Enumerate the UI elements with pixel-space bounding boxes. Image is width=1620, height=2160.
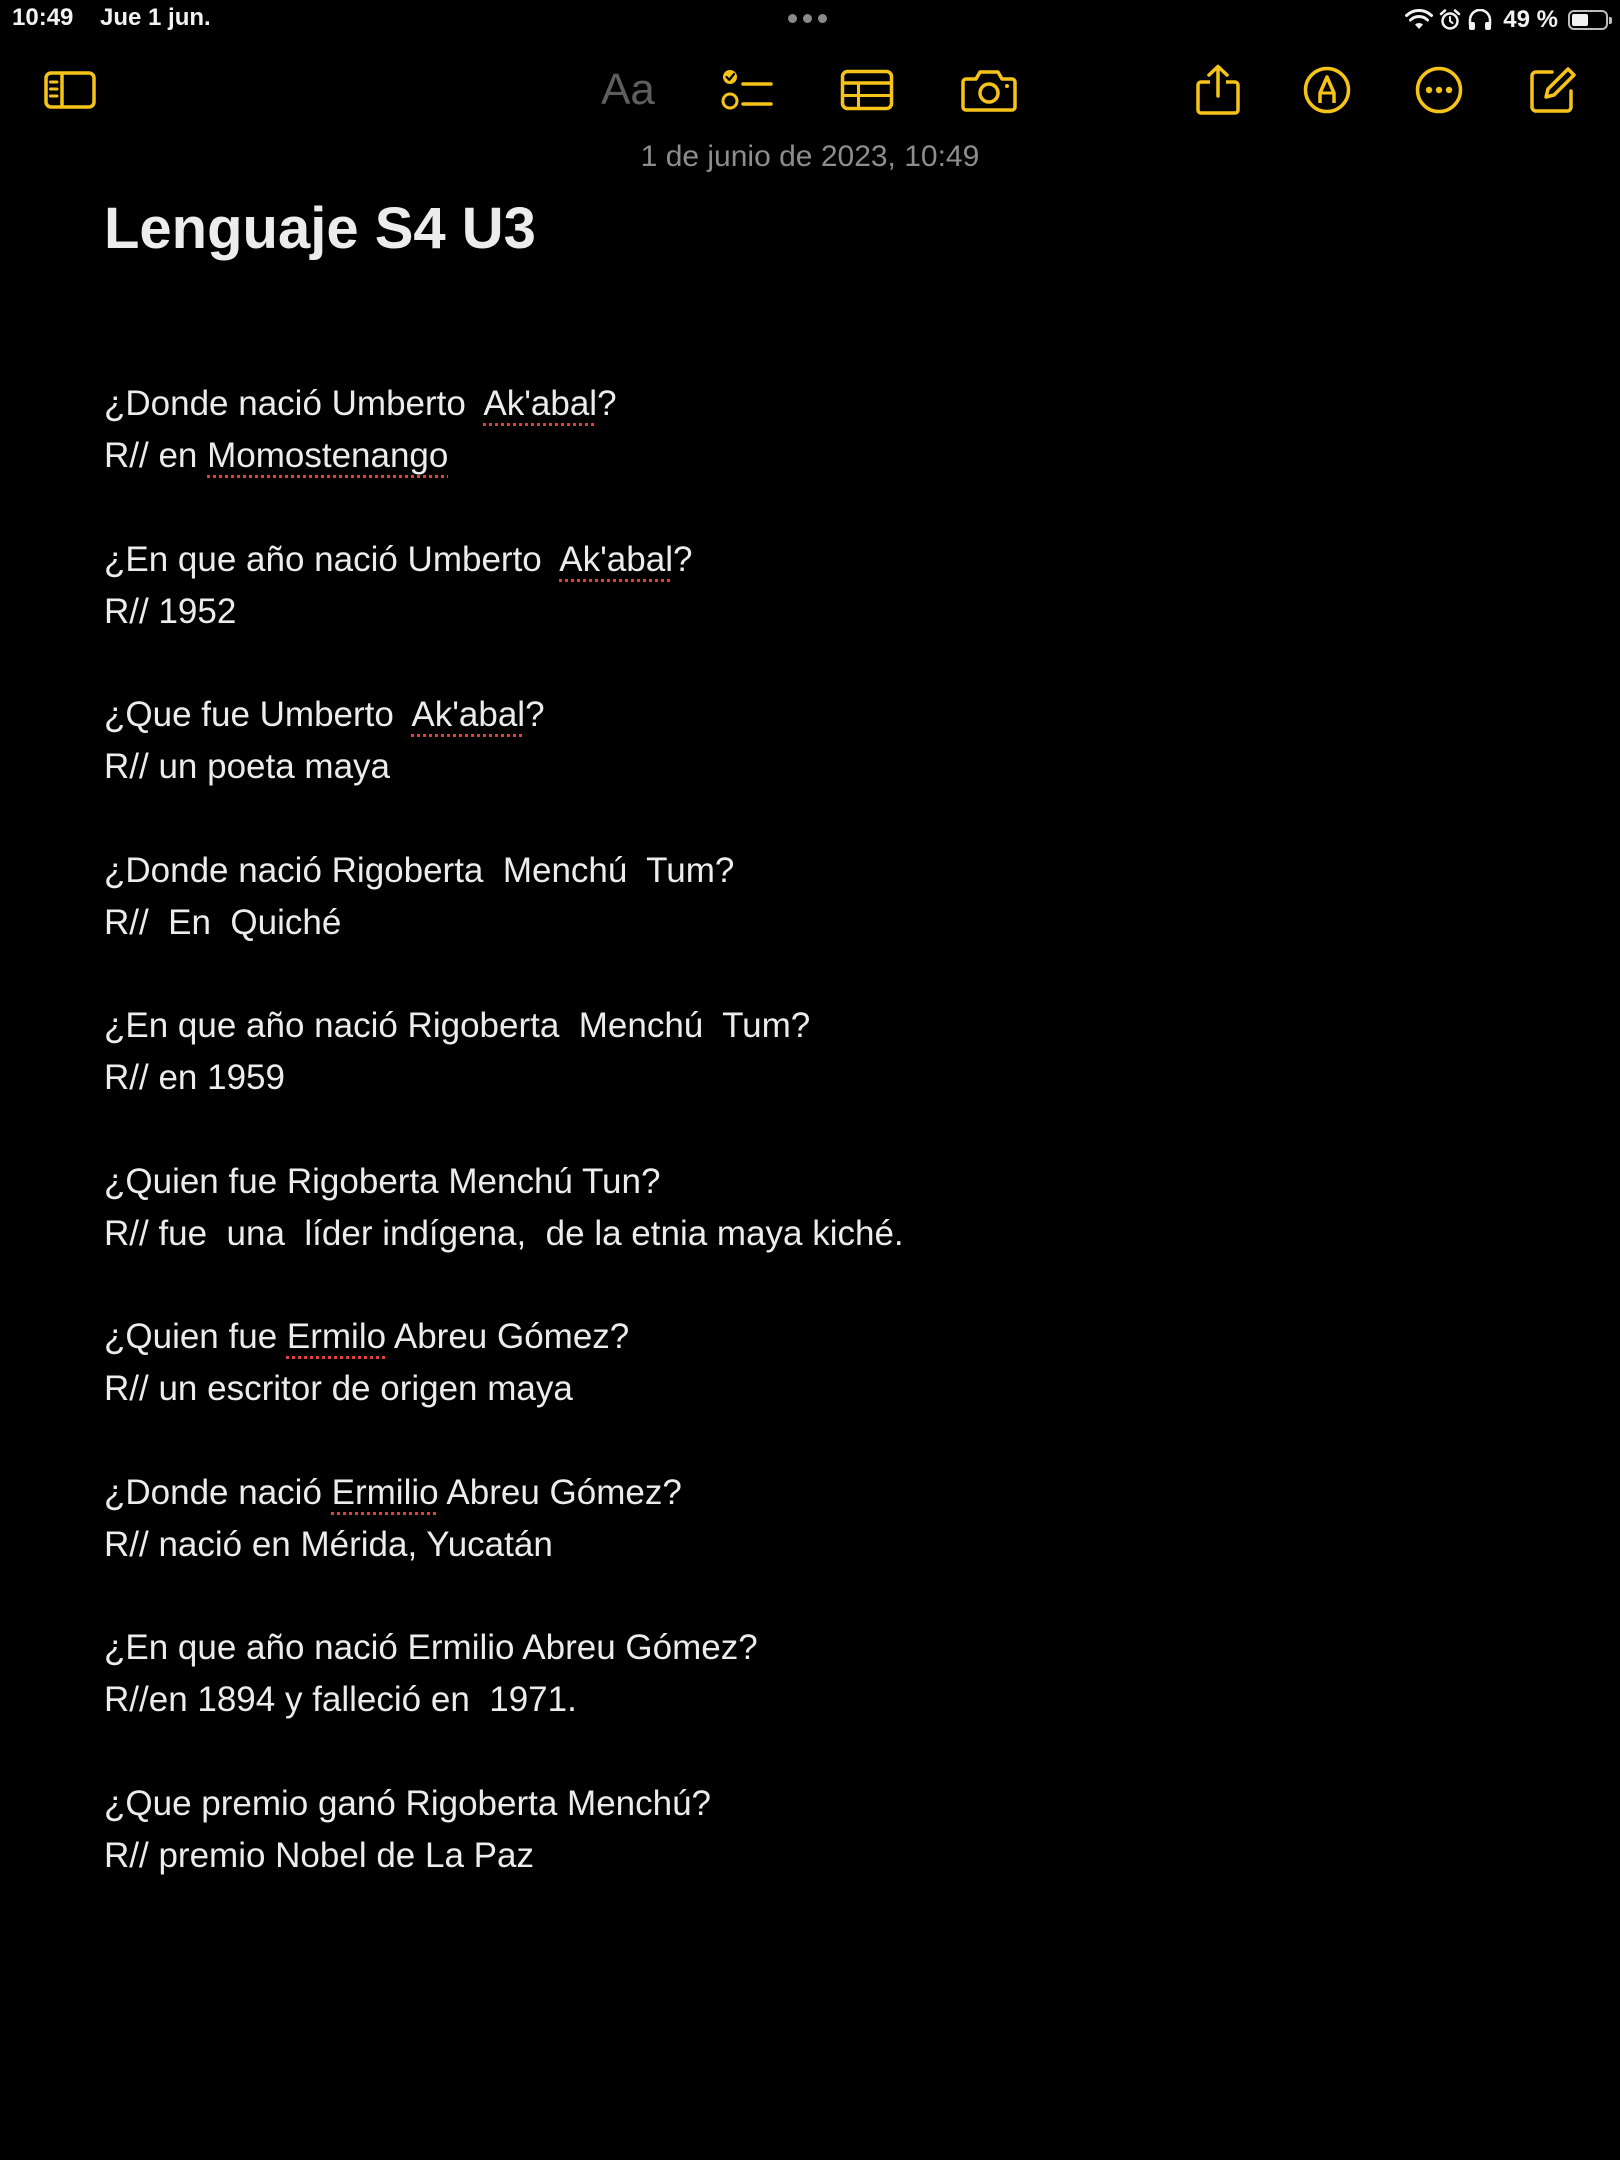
more-button[interactable] (1409, 62, 1469, 118)
note-question-line[interactable] (104, 1000, 1524, 1052)
note-answer-line[interactable] (104, 1363, 1524, 1415)
note-answer-line[interactable] (104, 1208, 1524, 1260)
share-button[interactable] (1188, 62, 1248, 118)
note-question-line[interactable] (104, 1156, 1524, 1208)
table-icon (840, 69, 894, 111)
misspelled-word: Ak'abal (483, 384, 598, 423)
note-text: ? (672, 539, 693, 579)
misspelled-word: Ermilio (331, 1472, 439, 1512)
note-text: ? (525, 695, 545, 734)
note-text: R// en 1959 (104, 1058, 285, 1097)
note-answer-line[interactable] (104, 1674, 1524, 1726)
note-question-line[interactable] (104, 845, 1524, 897)
note-text: R// en (104, 436, 208, 475)
note-text: R// un escritor de origen maya (104, 1369, 573, 1408)
status-time: 10:49 (12, 4, 74, 31)
note-text: R// premio Nobel de La Paz (104, 1835, 534, 1875)
note-title[interactable]: Lenguaje S4 U3 (104, 196, 536, 261)
camera-button[interactable] (959, 62, 1019, 118)
qa-block (104, 534, 1524, 690)
qa-block (104, 1778, 1524, 1934)
note-text: R//en 1894 y falleció en 1971. (104, 1680, 577, 1719)
sidebar-toggle-icon (43, 70, 97, 110)
multitasking-dots-icon[interactable] (788, 14, 827, 23)
status-indicators (1405, 4, 1608, 36)
note-text: ¿Quien fue (104, 1317, 287, 1356)
battery-level (1572, 14, 1588, 26)
note-text: ¿Donde nació Rigoberta Menchú Tum? (104, 850, 735, 890)
note-question-line[interactable] (104, 1467, 1524, 1519)
markup-button[interactable] (1297, 62, 1357, 118)
format-text-button[interactable] (598, 62, 658, 118)
note-text: R// nació en Mérida, Yucatán (104, 1524, 553, 1564)
note-answer-line[interactable] (104, 1830, 1524, 1882)
note-answer-line[interactable] (104, 1052, 1524, 1104)
compose-icon (1528, 65, 1578, 115)
alarm-icon (1439, 9, 1461, 31)
note-text: ¿En que año nació Ermilio Abreu Gómez? (104, 1628, 758, 1667)
qa-block (104, 689, 1524, 845)
misspelled-word: Ak'abal (411, 695, 526, 734)
table-button[interactable] (837, 62, 897, 118)
note-text: R// En Quiché (104, 902, 342, 942)
status-date: Jue 1 jun. (100, 4, 211, 31)
note-question-line[interactable] (104, 1778, 1524, 1830)
qa-block (104, 1156, 1524, 1312)
note-text: Abreu Gómez? (438, 1472, 682, 1512)
note-text: ¿Quien fue Rigoberta Menchú Tun? (104, 1161, 661, 1201)
note-answer-line[interactable] (104, 741, 1524, 793)
misspelled-word: Ermilo (286, 1317, 387, 1356)
misspelled-word: Momostenango (207, 436, 449, 475)
checklist-button[interactable] (718, 62, 778, 118)
format-label: Aa (601, 65, 655, 114)
note-text: R// fue una líder indígena, de la etnia maya kiché. (104, 1213, 904, 1253)
qa-block (104, 1622, 1524, 1778)
note-text: R// un poeta maya (104, 747, 390, 786)
note-text: R// 1952 (104, 591, 237, 631)
note-text: Abreu Gómez? (386, 1317, 630, 1356)
note-answer-line[interactable] (104, 586, 1524, 638)
compose-button[interactable] (1523, 62, 1583, 118)
note-question-line[interactable] (104, 378, 1524, 430)
qa-block (104, 1000, 1524, 1156)
qa-block (104, 378, 1524, 534)
note-text: ¿Que fue Umberto (104, 695, 412, 734)
note-answer-line[interactable] (104, 1519, 1524, 1571)
markup-pen-icon (1302, 65, 1352, 115)
qa-block (104, 1311, 1524, 1467)
note-question-line[interactable] (104, 1622, 1524, 1674)
note-answer-line[interactable] (104, 430, 1524, 482)
camera-icon (961, 68, 1017, 112)
note-date: 1 de junio de 2023, 10:49 (640, 140, 980, 173)
note-text: ¿Donde nació (104, 1472, 332, 1512)
note-text: ¿Donde nació Umberto (104, 384, 484, 423)
note-text: ¿Que premio ganó Rigoberta Menchú? (104, 1783, 712, 1823)
note-body[interactable] (104, 378, 1524, 1933)
note-text: ¿En que año nació Rigoberta Menchú Tum? (104, 1006, 811, 1045)
note-text: ¿En que año nació Umberto (104, 539, 560, 579)
misspelled-word: Ak'abal (559, 539, 673, 579)
status-bar (0, 0, 1620, 40)
note-question-line[interactable] (104, 1311, 1524, 1363)
more-ellipsis-icon (1414, 65, 1464, 115)
qa-block (104, 845, 1524, 1001)
note-question-line[interactable] (104, 534, 1524, 586)
headphones-icon (1467, 9, 1493, 31)
sidebar-toggle-button[interactable] (40, 62, 100, 118)
checklist-icon (721, 66, 775, 114)
battery-icon (1568, 10, 1608, 30)
wifi-icon (1405, 9, 1433, 31)
share-icon (1196, 64, 1240, 116)
battery-percent: 49 % (1503, 6, 1558, 33)
note-question-line[interactable] (104, 689, 1524, 741)
note-answer-line[interactable] (104, 897, 1524, 949)
note-text: ? (597, 384, 617, 423)
qa-block (104, 1467, 1524, 1623)
